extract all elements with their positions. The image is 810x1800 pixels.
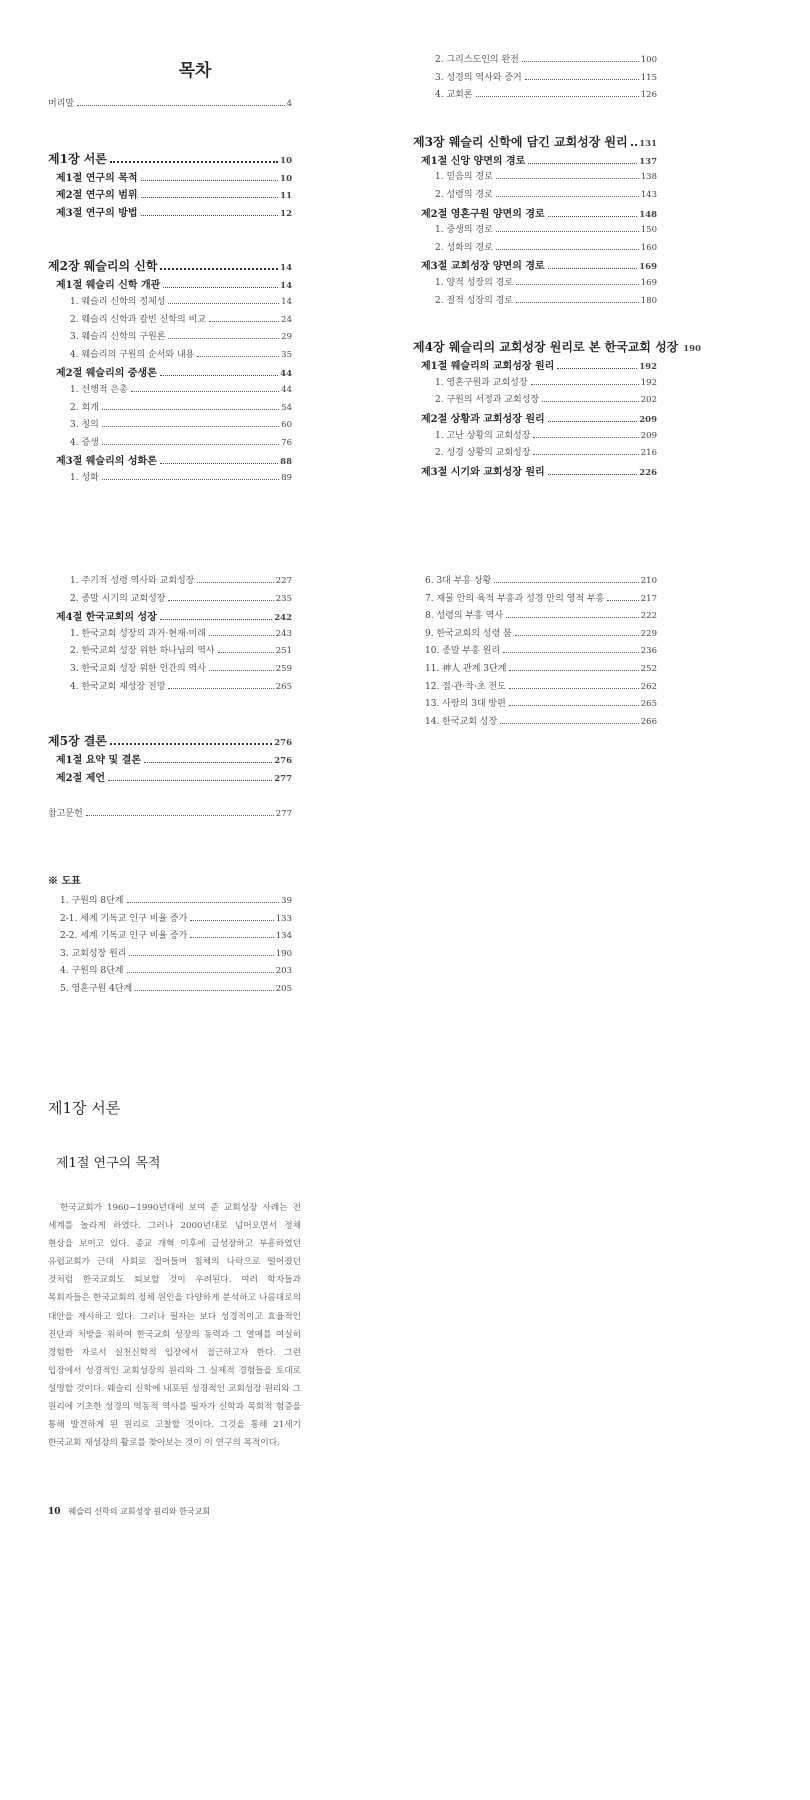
dot-leader [528, 163, 637, 164]
toc-entry-label: 4. 교회론 [435, 90, 473, 101]
toc-entry-page: 266 [640, 716, 657, 727]
toc-entry-page: 60 [281, 420, 292, 431]
toc-entry-page: 39 [281, 895, 292, 906]
toc-entry-page: 143 [640, 189, 657, 200]
dot-leader [160, 268, 278, 270]
toc-entry-label: 제2절 영혼구원 양면의 경로 [421, 208, 545, 220]
dot-leader [168, 688, 273, 689]
figure-entry[interactable] [413, 643, 657, 661]
toc-chapter-4[interactable] [413, 338, 702, 357]
toc-entry-label: 2. 종말 시기의 교회성장 [70, 593, 166, 604]
toc-entry-label: 제2절 연구의 범위 [56, 190, 138, 202]
toc-entry-page: 148 [639, 209, 657, 220]
toc-entry-page: 227 [275, 576, 292, 586]
toc-entry-page: 10 [280, 173, 292, 184]
toc-entry-page: 265 [275, 681, 292, 692]
toc-entry-page: 242 [274, 613, 292, 624]
toc-entry-label: 2-1. 세계 기독교 인구 비율 증가 [60, 913, 188, 924]
toc-entry-page: 115 [640, 72, 657, 83]
toc-entry-page: 14 [281, 296, 292, 307]
toc-section[interactable] [48, 452, 292, 470]
toc-entry-page: 138 [640, 172, 657, 183]
dot-leader [168, 600, 273, 601]
toc-entry-page: 89 [281, 472, 292, 483]
toc-item[interactable] [413, 52, 657, 70]
dot-leader [516, 302, 639, 303]
dot-leader [503, 652, 639, 653]
toc-entry-page: 44 [281, 384, 292, 395]
dot-leader [102, 409, 279, 410]
dot-leader [127, 902, 280, 903]
dot-leader [163, 287, 278, 288]
toc-entry-page: 235 [275, 593, 292, 604]
toc-entry-label: 제2절 상황과 교회성장 원리 [421, 413, 545, 425]
toc-section[interactable] [413, 152, 657, 170]
toc-entry-page: 35 [281, 349, 292, 360]
toc-entry-label: 7. 재물 안의 육적 부흥과 성경 안의 영적 부흥 [425, 593, 605, 604]
dot-leader [218, 652, 274, 653]
dot-leader [506, 617, 639, 618]
toc-entry-page: 180 [640, 295, 657, 306]
toc-item[interactable] [413, 187, 657, 205]
toc-item[interactable] [413, 70, 657, 88]
toc-entry-page: 265 [640, 699, 657, 710]
toc-entry-label: 제3장 웨슬리 신학에 담긴 교회성장 원리 [413, 134, 628, 149]
toc-column-lower-left [48, 573, 292, 999]
dot-leader [108, 780, 272, 781]
dot-leader [542, 401, 639, 402]
toc-item[interactable] [413, 240, 657, 258]
toc-chapter-2[interactable] [48, 257, 292, 276]
dot-leader [557, 368, 637, 369]
toc-entry-page: 276 [274, 738, 292, 749]
toc-entry-page: 100 [640, 55, 657, 65]
toc-entry-label: 1. 영혼구원과 교회성장 [435, 377, 528, 388]
toc-entry-page: 217 [640, 593, 657, 604]
toc-entry-label: 제1절 연구의 목적 [56, 172, 138, 184]
toc-entry-label: 제1절 웨슬리의 교회성장 원리 [421, 361, 555, 373]
dot-leader [190, 920, 273, 921]
toc-entry-label: 1. 성화 [70, 472, 99, 483]
toc-item[interactable] [413, 445, 657, 463]
toc-entry-page: 160 [640, 242, 657, 253]
dot-leader [77, 105, 284, 106]
toc-entry-page: 137 [639, 156, 657, 167]
toc-entry-label: 6. 3대 부흥 상황 [425, 576, 492, 586]
toc-section[interactable] [413, 205, 657, 223]
toc-item[interactable] [48, 417, 292, 435]
toc-section[interactable] [413, 257, 657, 275]
toc-entry-label: 1. 양적 성장의 경로 [435, 277, 514, 288]
figure-entry[interactable] [48, 981, 292, 999]
toc-entry-page: 277 [275, 809, 292, 820]
toc-title: 목차 [178, 61, 212, 81]
toc-entry-page: 251 [275, 646, 292, 657]
figure-entry[interactable] [413, 608, 657, 626]
dot-leader [476, 96, 639, 97]
toc-item[interactable] [413, 428, 657, 446]
toc-entry-page: 133 [275, 913, 292, 924]
toc-entry-page: 262 [640, 681, 657, 692]
toc-entry-page: 150 [640, 225, 657, 236]
toc-section[interactable] [48, 751, 292, 769]
toc-entry-label: 9. 한국교회의 성령 붐 [425, 628, 512, 639]
dot-leader [509, 688, 639, 689]
dot-leader [509, 705, 639, 706]
toc-section[interactable] [48, 769, 292, 787]
toc-entry-page: 277 [274, 773, 292, 784]
toc-item[interactable] [413, 222, 657, 240]
toc-entry-page: 252 [640, 663, 657, 674]
dot-leader [102, 444, 279, 445]
toc-entry-label: 제2절 제언 [56, 772, 106, 784]
dot-leader [131, 391, 279, 392]
toc-item[interactable] [48, 661, 292, 679]
dot-leader [548, 216, 638, 217]
toc-section[interactable] [48, 169, 292, 187]
toc-entry-page: 44 [280, 369, 292, 380]
figure-entry[interactable] [413, 591, 657, 609]
toc-entry-label: 1. 선행적 은총 [70, 384, 128, 395]
toc-entry-label: 1. 웨슬리 신학의 정체성 [70, 296, 166, 307]
toc-entry-page: 210 [640, 576, 657, 586]
toc-entry-label: 제3절 웨슬리의 성화론 [56, 456, 157, 468]
toc-entry-page: 190 [275, 948, 292, 959]
toc-entry-label: 2. 성령의 경로 [435, 189, 493, 200]
toc-entry-page: 126 [640, 90, 657, 101]
toc-entry-page: 134 [275, 931, 292, 942]
figure-entry[interactable] [413, 626, 657, 644]
toc-entry-preface[interactable] [48, 96, 292, 114]
dot-leader [190, 937, 273, 938]
toc-entry-label: 3. 한국교회 성장 위한 인간의 역사 [70, 663, 206, 674]
toc-entry-label: 제3절 연구의 방법 [56, 207, 138, 219]
toc-entry-label: 2. 질적 성장의 경로 [435, 295, 514, 306]
toc-chapter-3[interactable] [413, 133, 657, 152]
toc-entry-label: 2. 성경 상황의 교회성장 [435, 448, 531, 459]
toc-entry-label: 12. 접·관·착·초 전도 [425, 681, 506, 692]
dot-leader [533, 454, 638, 455]
toc-entry-page: 12 [280, 208, 292, 219]
dot-leader [607, 600, 638, 601]
toc-entry-page: 259 [275, 663, 292, 674]
toc-entry-label: 2. 구원의 서정과 교회성장 [435, 395, 540, 406]
toc-entry-page: 14 [280, 263, 292, 274]
toc-entry-label: 제1절 신앙 양면의 경로 [421, 155, 526, 167]
toc-item[interactable] [48, 329, 292, 347]
figure-entry[interactable] [48, 963, 292, 981]
toc-column-upper-right [413, 52, 702, 480]
chapter-title: 제1장 서론 [48, 1099, 121, 1117]
dot-leader [160, 463, 278, 464]
toc-entry-label: 제3절 교회성장 양면의 경로 [421, 261, 545, 273]
toc-entry-label: 1. 주기적 성령 역사와 교회성장 [70, 576, 195, 586]
toc-item[interactable] [413, 293, 657, 311]
dot-leader [168, 338, 279, 339]
figures-heading: ※ 도표 [48, 875, 81, 887]
toc-entry-label: 2. 그리스도인의 완전 [435, 55, 519, 65]
dot-leader [144, 762, 272, 763]
toc-entry-label: 3. 성경의 역사와 증거 [435, 72, 522, 83]
toc-item[interactable] [48, 470, 292, 488]
toc-section[interactable] [48, 204, 292, 222]
toc-chapter-5[interactable] [48, 732, 292, 751]
figure-entry[interactable] [48, 893, 292, 911]
figure-entry[interactable] [48, 911, 292, 929]
dot-leader [209, 670, 274, 671]
toc-entry-label: 제1장 서론 [48, 151, 107, 166]
toc-entry-page: 276 [274, 756, 292, 767]
toc-entry-label: 11. 神人 관계 3단계 [425, 663, 507, 674]
toc-item[interactable] [48, 382, 292, 400]
toc-section[interactable] [48, 186, 292, 204]
dot-leader [86, 815, 274, 816]
toc-entry-label: 1. 중생의 경로 [435, 225, 493, 236]
dot-leader [127, 972, 274, 973]
toc-item[interactable] [48, 643, 292, 661]
toc-entry-page: 131 [639, 138, 657, 149]
toc-entry-label: 제1절 웨슬리 신학 개관 [56, 280, 161, 292]
toc-entry-page: 76 [281, 437, 292, 448]
dot-leader [515, 635, 639, 636]
figure-entry[interactable] [48, 928, 292, 946]
toc-entry-label: 2-2. 세계 기독교 인구 비율 증가 [60, 931, 188, 942]
toc-item[interactable] [48, 400, 292, 418]
dot-leader [496, 249, 639, 250]
toc-entry-label: 1. 믿음의 경로 [435, 172, 493, 183]
dot-leader [141, 180, 279, 181]
toc-entry-label: 1. 고난 상황의 교회성장 [435, 430, 531, 441]
figure-entry[interactable] [413, 573, 657, 591]
dot-leader [110, 743, 272, 745]
toc-entry-label: 제2절 웨슬리의 중생론 [56, 368, 157, 380]
dot-leader [141, 197, 279, 198]
toc-entry-page: 169 [639, 262, 657, 273]
toc-entry-label: 제4장 웨슬리의 교회성장 원리로 본 한국교회 성장 [413, 340, 679, 355]
figure-entry[interactable] [48, 946, 292, 964]
figure-entry[interactable] [413, 679, 657, 697]
toc-entry-page: 169 [640, 277, 657, 288]
toc-column-lower-right [413, 573, 657, 731]
toc-entry-page: 14 [280, 281, 292, 292]
toc-entry-label: 3. 웨슬리 신학의 구원론 [70, 332, 166, 343]
toc-section[interactable] [48, 276, 292, 294]
toc-entry-page: 236 [640, 646, 657, 657]
dot-leader [531, 384, 639, 385]
toc-entry-label: 1. 한국교회 성장의 과거·현재·미래 [70, 628, 206, 639]
toc-section[interactable] [413, 410, 657, 428]
toc-section[interactable] [48, 608, 292, 626]
toc-item[interactable] [413, 375, 657, 393]
toc-entry-page: 54 [281, 402, 292, 413]
dot-leader [533, 437, 638, 438]
figure-entry[interactable] [413, 696, 657, 714]
toc-entry-page: 4 [286, 99, 292, 109]
dot-leader [496, 178, 639, 179]
toc-entry-page: 205 [275, 983, 292, 994]
dot-leader [141, 215, 279, 216]
toc-entry-label: 제5장 결론 [48, 734, 107, 749]
toc-entry-label: 참고문헌 [48, 809, 83, 820]
body-paragraph: 한국교회가 1960~1990년대에 보여 준 교회성장 사례는 전 세계를 놀라게 하였다. 그러나 2000년대로 넘어오면서 정체 현상을 보이고 있다. 종교 개혁 이후에 급성장하고 부흥하였던 유럽교회가 근대 사회로 접어들며 침체의 나락으로 떨어졌던 것처럼 한국교회도 퇴보할 것이 우려된다. 여러 학자들과 목회자들은 한국교회의 정체 원인을 다양하게 분석하고 나름대로의 대안을 제시하고 있다. 그러나 필자는 보다 성경적이고 효율적인 진단과 처방을 위하여 한국교회 성장의 동력과 그 열매를 여실히 경험한 자로서 실천신학적 입장에서 접근하고자 한다. 그런 입장에서 성경적인 교회성장의 원리와 그 실제적 경험들을 토대로 설명할 것이다. 웨슬리 신학에 내포된 성경적인 교회성장 원리와 그 원리에 기초한 성경의 역동적 역사를 필자가 신학과 목회적 험증을 통해 발견하게 된 원리로 고찰할 것이다. 그것을 통해 21세기 한국교회 재성장의 활로를 찾아보는 것이 이 연구의 목적이다. [48, 1203, 301, 1449]
toc-section[interactable] [413, 357, 657, 375]
toc-item[interactable] [413, 392, 657, 410]
dot-leader [509, 670, 638, 671]
dot-leader [160, 619, 272, 620]
figure-entry[interactable] [413, 714, 657, 732]
dot-leader [160, 375, 278, 376]
toc-entry-page: 209 [639, 414, 657, 425]
dot-leader [548, 268, 638, 269]
toc-entry-label: 8. 성령의 부흥 역사 [425, 611, 504, 622]
toc-entry-page: 209 [640, 430, 657, 441]
toc-entry-page: 10 [280, 155, 292, 166]
toc-item[interactable] [48, 591, 292, 609]
toc-entry-label: 4. 구원의 8단계 [60, 966, 124, 977]
toc-entry-label: 4. 웨슬리의 구원의 순서와 내용 [70, 349, 195, 360]
page-number: 10 [48, 1507, 61, 1517]
figure-entry[interactable] [413, 661, 657, 679]
toc-item[interactable] [48, 626, 292, 644]
toc-entry-page: 203 [275, 966, 292, 977]
toc-entry-label: 3. 칭의 [70, 420, 99, 431]
toc-item[interactable] [48, 347, 292, 365]
toc-entry-label: 제4절 한국교회의 성장 [56, 612, 157, 624]
dot-leader [197, 356, 279, 357]
toc-entry-label: 머리말 [48, 99, 75, 109]
toc-item[interactable] [48, 573, 292, 591]
dot-leader [500, 723, 639, 724]
toc-entry-page: 243 [275, 628, 292, 639]
toc-item[interactable] [413, 87, 657, 105]
dot-leader [209, 635, 274, 636]
dot-leader [496, 196, 639, 197]
toc-entry-label: 제2장 웨슬리의 신학 [48, 259, 158, 274]
toc-item[interactable] [413, 169, 657, 187]
toc-item[interactable] [48, 312, 292, 330]
dot-leader [197, 582, 273, 583]
section-title: 제1절 연구의 목적 [56, 1156, 161, 1171]
dot-leader [631, 144, 638, 146]
toc-entry-label: 4. 한국교회 재성장 전망 [70, 681, 166, 692]
toc-item[interactable] [48, 294, 292, 312]
dot-leader [135, 990, 274, 991]
toc-item[interactable] [48, 679, 292, 697]
toc-section[interactable] [48, 364, 292, 382]
toc-entry-label: 2. 한국교회 성장 위한 하나님의 역사 [70, 646, 215, 657]
toc-entry-page: 229 [640, 628, 657, 639]
dot-leader [516, 284, 639, 285]
toc-entry-references[interactable] [48, 806, 292, 824]
toc-entry-page: 24 [281, 314, 292, 325]
dot-leader [168, 303, 279, 304]
dot-leader [494, 582, 638, 583]
toc-entry-label: 5. 영혼구원 4단계 [60, 983, 133, 994]
toc-entry-page: 192 [640, 377, 657, 388]
toc-entry-page: 29 [281, 332, 292, 343]
toc-entry-page: 192 [639, 362, 657, 373]
page-footer [48, 1506, 210, 1517]
toc-entry-page: 202 [640, 395, 657, 406]
toc-entry-page: 88 [280, 457, 292, 468]
dot-leader [129, 955, 273, 956]
toc-entry-page: 222 [640, 611, 657, 622]
toc-entry-page: 226 [639, 467, 657, 478]
dot-leader [209, 321, 279, 322]
toc-entry-label: 2. 성화의 경로 [435, 242, 493, 253]
toc-entry-label: 제3절 시기와 교회성장 원리 [421, 466, 545, 478]
dot-leader [548, 474, 638, 475]
dot-leader [110, 161, 278, 163]
toc-item[interactable] [48, 435, 292, 453]
toc-entry-label: 14. 한국교회 성장 [425, 716, 498, 727]
toc-entry-label: 2. 웨슬리 신학과 칼빈 신학의 비교 [70, 314, 206, 325]
running-title: 웨슬리 신학의 교회성장 원리와 한국교회 [68, 1507, 211, 1516]
toc-entry-page: 11 [280, 191, 292, 202]
toc-entry-page: 190 [683, 344, 702, 355]
toc-entry-label: 4. 중생 [70, 437, 99, 448]
dot-leader [496, 231, 639, 232]
toc-entry-label: 3. 교회성장 원리 [60, 948, 127, 959]
toc-entry-label: 13. 사랑의 3대 방편 [425, 699, 506, 710]
toc-column-upper-left [48, 96, 292, 488]
toc-entry-label: 10. 종말 부흥 원리 [425, 646, 501, 657]
toc-entry-label: 2. 회개 [70, 402, 99, 413]
dot-leader [522, 61, 639, 62]
toc-entry-label: 1. 구원의 8단계 [60, 895, 124, 906]
dot-leader [102, 479, 279, 480]
toc-entry-page: 216 [640, 448, 657, 459]
dot-leader [548, 421, 638, 422]
toc-item[interactable] [413, 275, 657, 293]
toc-section[interactable] [413, 463, 657, 481]
toc-entry-label: 제1절 요약 및 결론 [56, 755, 142, 767]
toc-chapter-1[interactable] [48, 150, 292, 169]
dot-leader [525, 79, 639, 80]
dot-leader [102, 426, 279, 427]
